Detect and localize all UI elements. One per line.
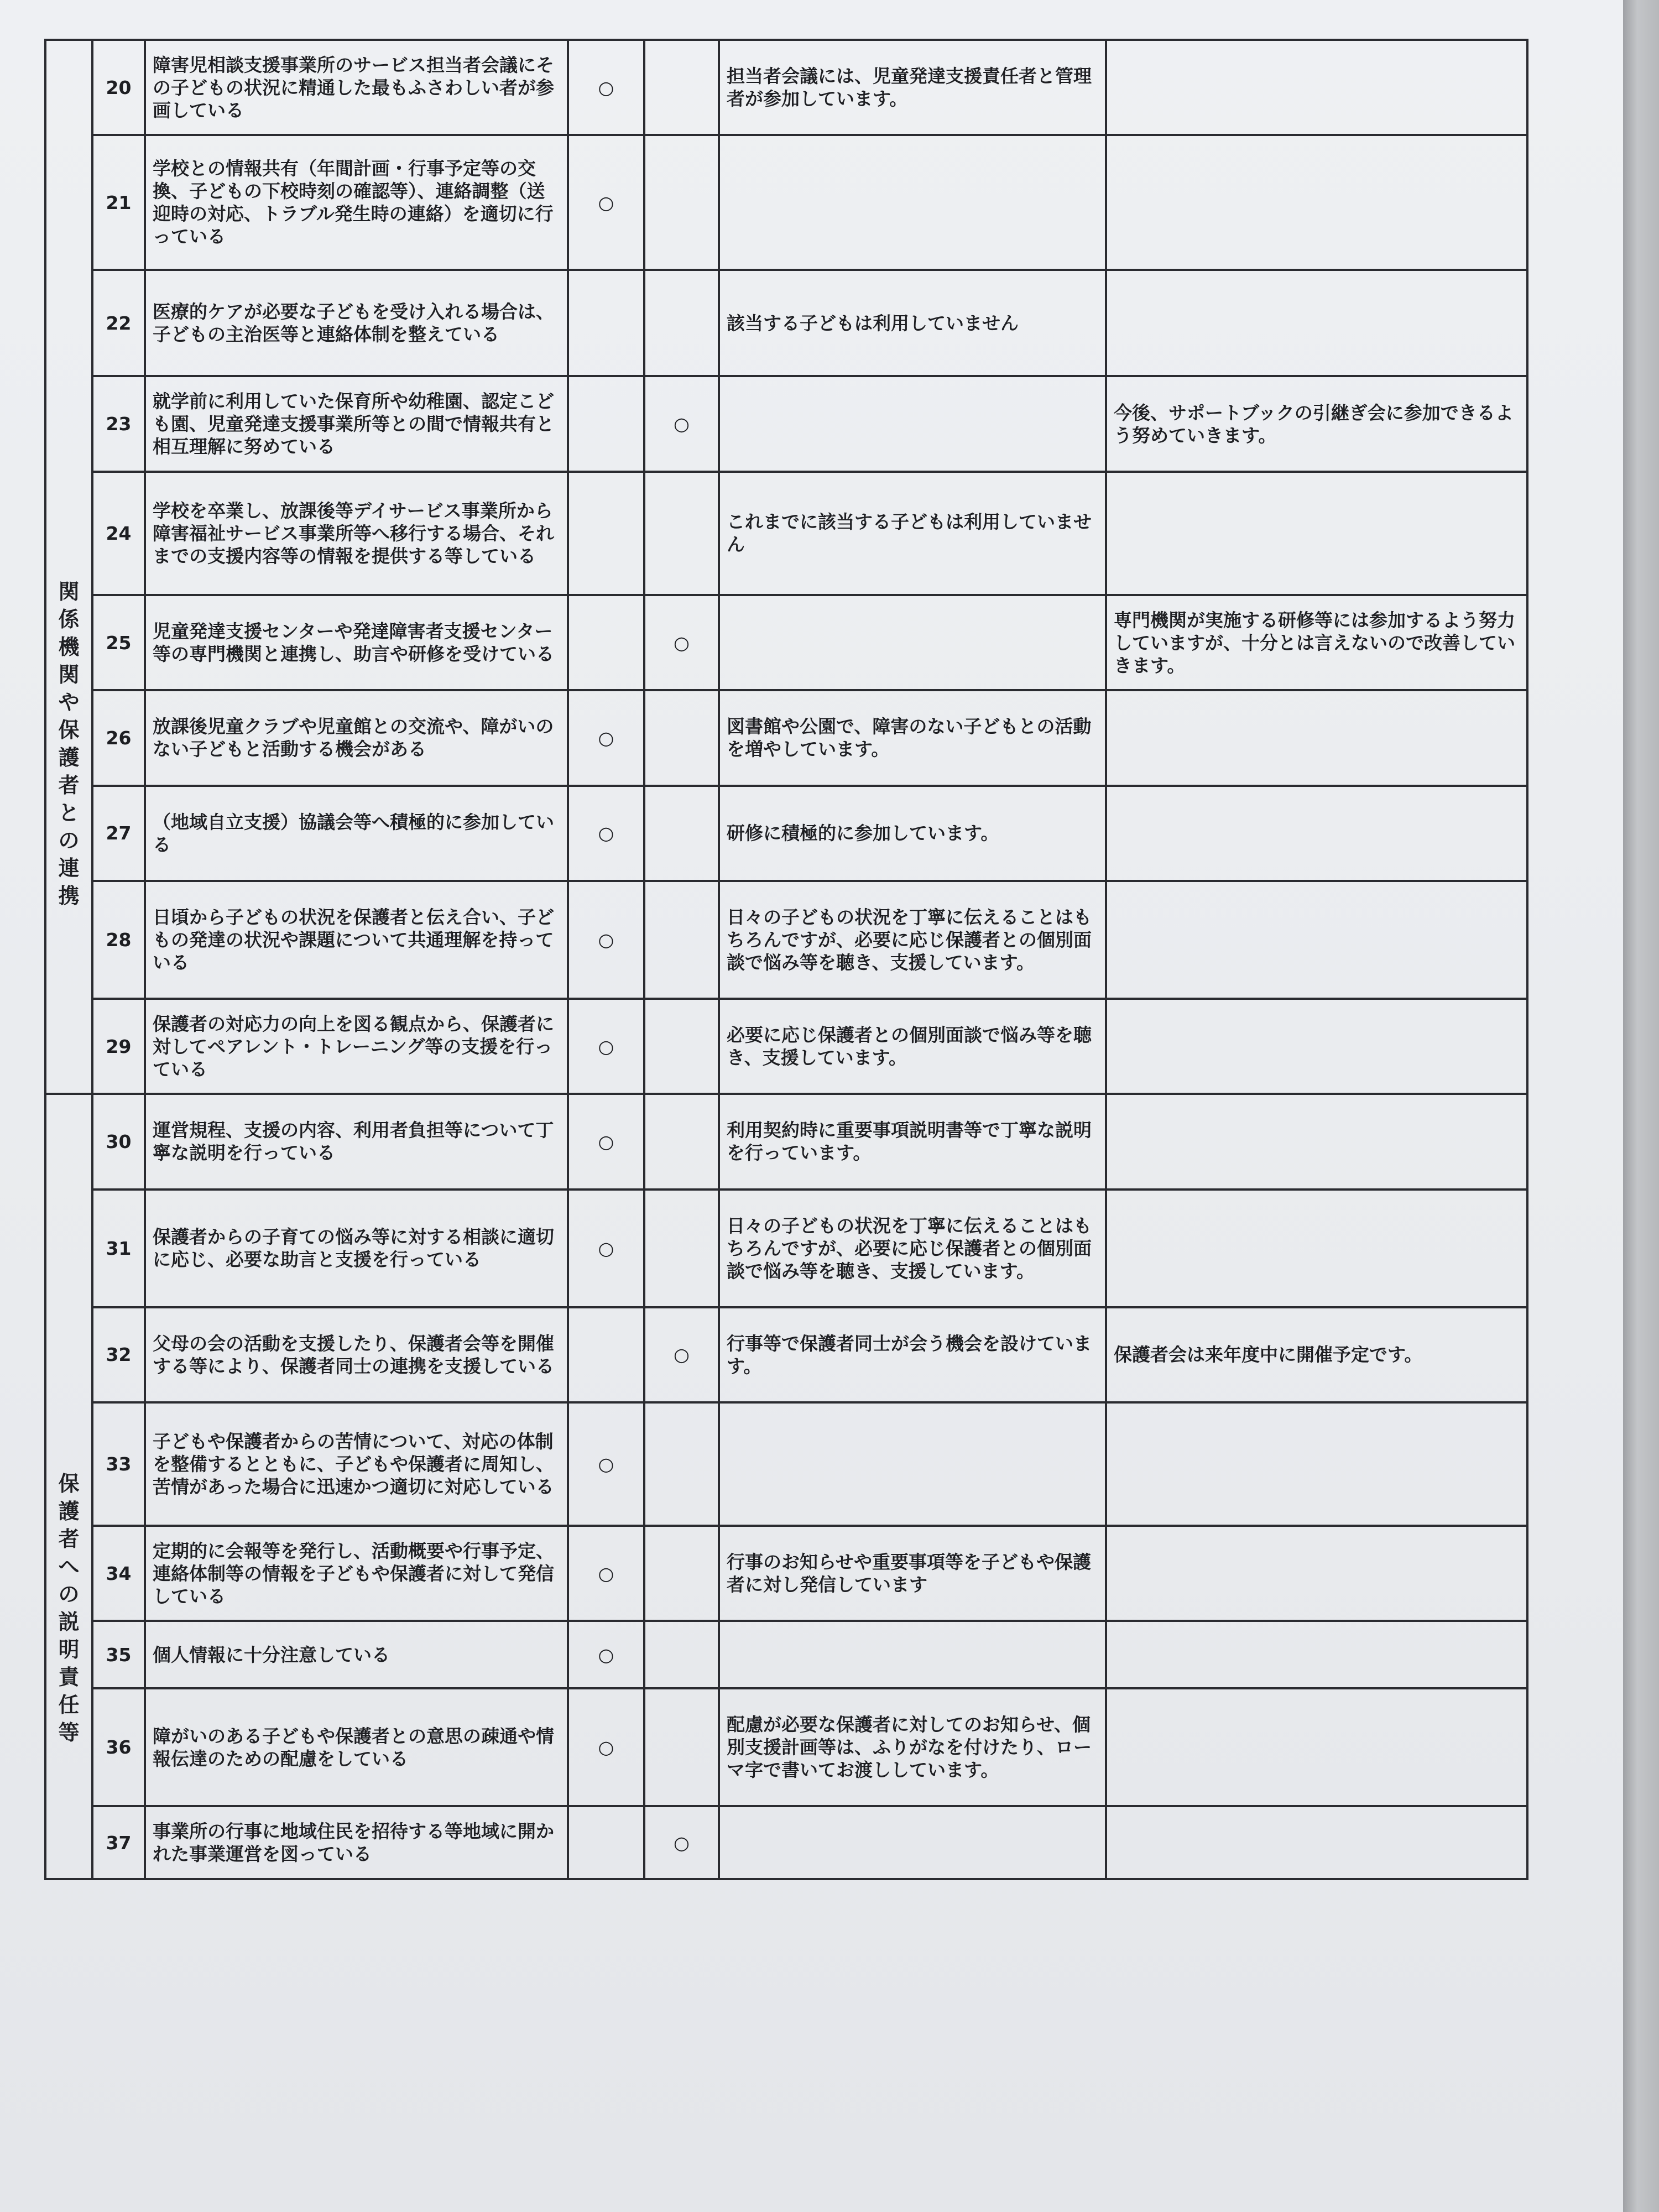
item-text: （地域自立支援）協議会等へ積極的に参加している: [145, 786, 568, 881]
no-mark: [644, 1402, 719, 1526]
improvement-note: [1106, 1190, 1527, 1307]
table-row: [45, 1526, 1527, 1621]
table-row: [45, 135, 1527, 269]
improvement-note: 今後、サポートブックの引継ぎ会に参加できるよう努めていきます。: [1106, 376, 1527, 471]
status-note: 該当する子どもは利用していません: [719, 270, 1106, 377]
item-number: 32: [92, 1307, 145, 1402]
no-mark: [644, 1526, 719, 1621]
improvement-note: [1106, 1094, 1527, 1189]
status-note: 必要に応じ保護者との個別面談で悩み等を聴き、支援しています。: [719, 999, 1106, 1094]
item-text: 父母の会の活動を支援したり、保護者会等を開催する等により、保護者同士の連携を支援している: [145, 1307, 568, 1402]
improvement-note: [1106, 472, 1527, 595]
item-text: 放課後児童クラブや児童館との交流や、障がいのない子どもと活動する機会がある: [145, 690, 568, 785]
status-note: 行事のお知らせや重要事項等を子どもや保護者に対し発信しています: [719, 1526, 1106, 1621]
item-number: 31: [92, 1190, 145, 1307]
table-row: [45, 40, 1527, 135]
item-number: 28: [92, 881, 145, 999]
item-text: 障害児相談支援事業所のサービス担当者会議にその子どもの状況に精通した最もふさわしい者が参画している: [145, 40, 568, 135]
status-note: [719, 376, 1106, 471]
no-mark: ○: [644, 376, 719, 471]
no-mark: [644, 472, 719, 595]
improvement-note: [1106, 1526, 1527, 1621]
improvement-note: 専門機関が実施する研修等には参加するよう努力していますが、十分とは言えないので改善していきます。: [1106, 595, 1527, 690]
status-note: 担当者会議には、児童発達支援責任者と管理者が参加しています。: [719, 40, 1106, 135]
category-cell-cooperation: [45, 40, 92, 1094]
item-number: 23: [92, 376, 145, 471]
table-body: [45, 40, 1527, 1879]
status-note: 研修に積極的に参加しています。: [719, 786, 1106, 881]
item-number: 29: [92, 999, 145, 1094]
table-row: [45, 690, 1527, 785]
yes-mark: ○: [568, 40, 644, 135]
item-text: 事業所の行事に地域住民を招待する等地域に開かれた事業運営を図っている: [145, 1806, 568, 1879]
table-row: [45, 1621, 1527, 1688]
status-note: [719, 135, 1106, 269]
yes-mark: ○: [568, 1402, 644, 1526]
table-row: [45, 1402, 1527, 1526]
item-number: 26: [92, 690, 145, 785]
item-number: 27: [92, 786, 145, 881]
item-text: 保護者の対応力の向上を図る観点から、保護者に対してペアレント・トレーニング等の支援を行っている: [145, 999, 568, 1094]
table-row: [45, 595, 1527, 690]
item-text: 就学前に利用していた保育所や幼稚園、認定こども園、児童発達支援事業所等との間で情報共有と相互理解に努めている: [145, 376, 568, 471]
item-text: 保護者からの子育ての悩み等に対する相談に適切に応じ、必要な助言と支援を行っている: [145, 1190, 568, 1307]
item-number: 24: [92, 472, 145, 595]
item-number: 33: [92, 1402, 145, 1526]
item-number: 22: [92, 270, 145, 377]
item-text: 学校を卒業し、放課後等デイサービス事業所から障害福祉サービス事業所等へ移行する場合、それまでの支援内容等の情報を提供する等している: [145, 472, 568, 595]
no-mark: [644, 270, 719, 377]
improvement-note: [1106, 1621, 1527, 1688]
yes-mark: [568, 595, 644, 690]
table-row: [45, 1307, 1527, 1402]
evaluation-table: [44, 39, 1528, 1880]
improvement-note: [1106, 135, 1527, 269]
improvement-note: 保護者会は来年度中に開催予定です。: [1106, 1307, 1527, 1402]
no-mark: ○: [644, 1806, 719, 1879]
status-note: 利用契約時に重要事項説明書等で丁寧な説明を行っています。: [719, 1094, 1106, 1189]
no-mark: [644, 40, 719, 135]
item-number: 25: [92, 595, 145, 690]
improvement-note: [1106, 1402, 1527, 1526]
no-mark: [644, 881, 719, 999]
item-text: 運営規程、支援の内容、利用者負担等について丁寧な説明を行っている: [145, 1094, 568, 1189]
table-row: [45, 999, 1527, 1094]
improvement-note: [1106, 690, 1527, 785]
no-mark: [644, 1190, 719, 1307]
status-note: これまでに該当する子どもは利用していません: [719, 472, 1106, 595]
table-row: [45, 1094, 1527, 1189]
yes-mark: [568, 1307, 644, 1402]
no-mark: [644, 1688, 719, 1806]
table-row: [45, 786, 1527, 881]
yes-mark: [568, 270, 644, 377]
no-mark: [644, 999, 719, 1094]
no-mark: [644, 135, 719, 269]
item-number: 34: [92, 1526, 145, 1621]
item-number: 20: [92, 40, 145, 135]
improvement-note: [1106, 786, 1527, 881]
status-note: [719, 1621, 1106, 1688]
item-number: 30: [92, 1094, 145, 1189]
item-text: 学校との情報共有（年間計画・行事予定等の交換、子どもの下校時刻の確認等）、連絡調整（送迎時の対応、トラブル発生時の連絡）を適切に行っている: [145, 135, 568, 269]
item-text: 医療的ケアが必要な子どもを受け入れる場合は、子どもの主治医等と連絡体制を整えている: [145, 270, 568, 377]
yes-mark: ○: [568, 881, 644, 999]
no-mark: [644, 1094, 719, 1189]
no-mark: ○: [644, 1307, 719, 1402]
status-note: [719, 1806, 1106, 1879]
table-row: [45, 1688, 1527, 1806]
table-row: [45, 270, 1527, 377]
category-label: 関係機関や保護者との連携: [58, 580, 80, 909]
item-text: 日頃から子どもの状況を保護者と伝え合い、子どもの発達の状況や課題について共通理解を持っている: [145, 881, 568, 999]
improvement-note: [1106, 881, 1527, 999]
item-number: 21: [92, 135, 145, 269]
item-text: 子どもや保護者からの苦情について、対応の体制を整備するとともに、子どもや保護者に周知し、苦情があった場合に迅速かつ適切に対応している: [145, 1402, 568, 1526]
yes-mark: ○: [568, 1688, 644, 1806]
item-number: 36: [92, 1688, 145, 1806]
yes-mark: ○: [568, 786, 644, 881]
improvement-note: [1106, 1806, 1527, 1879]
yes-mark: ○: [568, 1094, 644, 1189]
status-note: 日々の子どもの状況を丁寧に伝えることはもちろんですが、必要に応じ保護者との個別面談で悩み等を聴き、支援しています。: [719, 1190, 1106, 1307]
status-note: 図書館や公園で、障害のない子どもとの活動を増やしています。: [719, 690, 1106, 785]
status-note: [719, 1402, 1106, 1526]
item-text: 個人情報に十分注意している: [145, 1621, 568, 1688]
table-row: [45, 376, 1527, 471]
category-label: 保護者への説明責任等: [58, 1472, 80, 1745]
improvement-note: [1106, 999, 1527, 1094]
item-text: 児童発達支援センターや発達障害者支援センター等の専門機関と連携し、助言や研修を受けている: [145, 595, 568, 690]
item-text: 定期的に会報等を発行し、活動概要や行事予定、連絡体制等の情報を子どもや保護者に対して発信している: [145, 1526, 568, 1621]
status-note: 配慮が必要な保護者に対してのお知らせ、個別支援計画等は、ふりがなを付けたり、ローマ字で書いてお渡ししています。: [719, 1688, 1106, 1806]
improvement-note: [1106, 270, 1527, 377]
yes-mark: ○: [568, 135, 644, 269]
background-edge: [1623, 0, 1659, 2212]
status-note: [719, 595, 1106, 690]
yes-mark: ○: [568, 690, 644, 785]
no-mark: [644, 1621, 719, 1688]
item-number: 37: [92, 1806, 145, 1879]
yes-mark: ○: [568, 999, 644, 1094]
no-mark: ○: [644, 595, 719, 690]
category-cell-accountability: [45, 1094, 92, 1879]
table-row: [45, 881, 1527, 999]
no-mark: [644, 690, 719, 785]
yes-mark: [568, 1806, 644, 1879]
status-note: 日々の子どもの状況を丁寧に伝えることはもちろんですが、必要に応じ保護者との個別面談で悩み等を聴き、支援しています。: [719, 881, 1106, 999]
yes-mark: ○: [568, 1526, 644, 1621]
table-row: [45, 1190, 1527, 1307]
yes-mark: [568, 376, 644, 471]
yes-mark: [568, 472, 644, 595]
item-text: 障がいのある子どもや保護者との意思の疎通や情報伝達のための配慮をしている: [145, 1688, 568, 1806]
status-note: 行事等で保護者同士が会う機会を設けています。: [719, 1307, 1106, 1402]
item-number: 35: [92, 1621, 145, 1688]
improvement-note: [1106, 40, 1527, 135]
table-row: [45, 1806, 1527, 1879]
no-mark: [644, 786, 719, 881]
yes-mark: ○: [568, 1621, 644, 1688]
improvement-note: [1106, 1688, 1527, 1806]
table-row: [45, 472, 1527, 595]
yes-mark: ○: [568, 1190, 644, 1307]
